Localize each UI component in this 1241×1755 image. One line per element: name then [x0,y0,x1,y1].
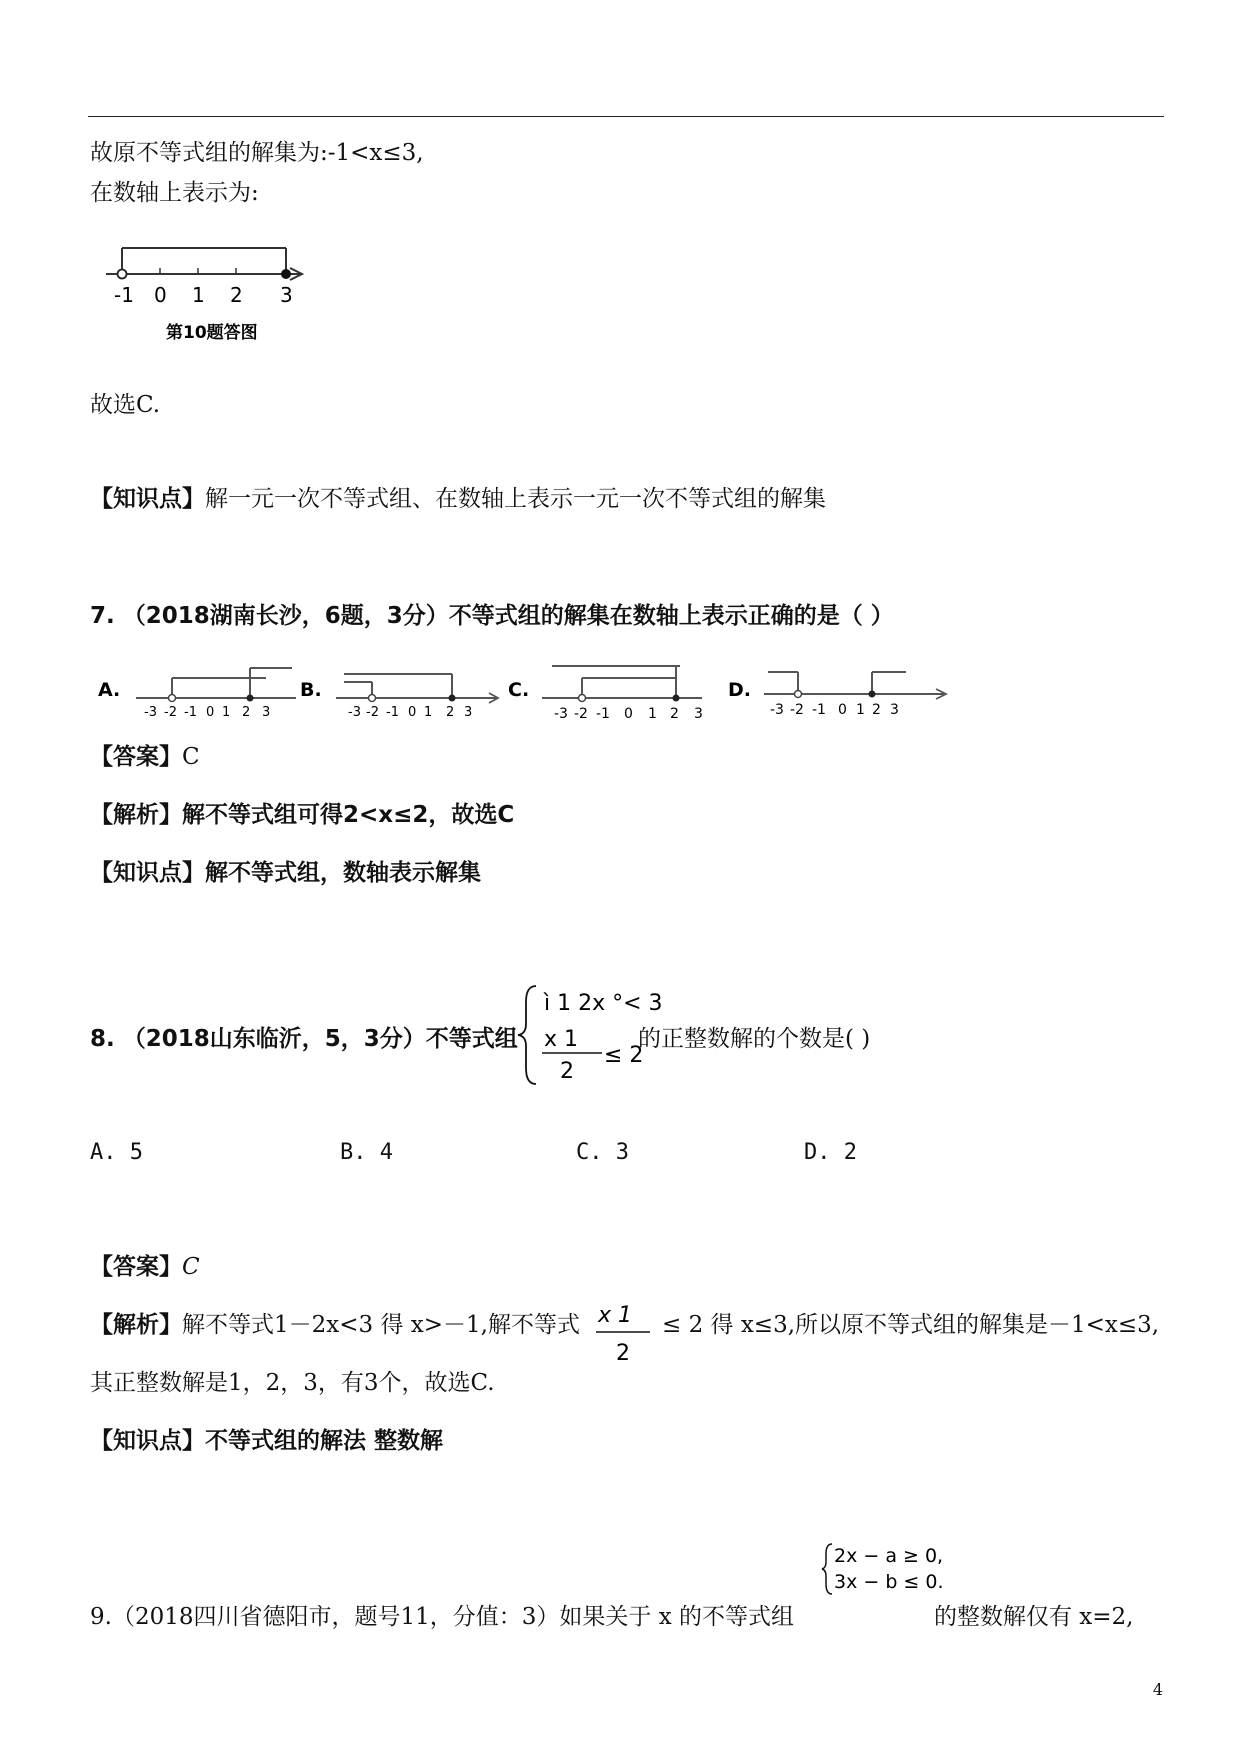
solution-set-line: 故原不等式组的解集为:-1<x≤3, [90,140,424,166]
answer-value: C [182,1254,200,1280]
svg-text:-2: -2 [574,706,588,722]
svg-text:-1: -1 [386,705,399,720]
knowledge-point-line [90,486,826,514]
tick-label: 0 [154,283,167,307]
svg-text:-2: -2 [790,702,804,718]
svg-text:2: 2 [670,706,679,722]
q8-analysis-fraction [594,1296,654,1370]
q7-analysis-line [90,802,514,830]
knowledge-label: 【知识点】 [90,1428,205,1454]
svg-text:0: 0 [838,702,847,718]
svg-text:-2: -2 [366,705,379,720]
svg-text:0: 0 [624,706,633,722]
q9-stem-prefix: 9.（2018四川省德阳市，题号11，分值：3）如果关于 x 的不等式组 [90,1604,794,1630]
q8-option-a: A. 5 [90,1140,143,1165]
svg-text:0: 0 [206,705,215,720]
q8-analysis-line [90,1312,580,1340]
q7-option-a [98,668,296,720]
answer-value: C [182,744,200,770]
svg-text:x 1: x 1 [598,1303,633,1328]
knowledge-text: 解一元一次不等式组、在数轴上表示一元一次不等式组的解集 [205,486,826,512]
q7-options-figure [96,660,956,720]
system-numerator: x 1 [544,1027,579,1052]
svg-text:3: 3 [694,706,703,722]
q7-answer-line [90,744,200,772]
svg-text:1: 1 [856,702,865,718]
knowledge-label: 【知识点】 [90,486,205,512]
q7-option-c [508,666,703,722]
q8-stem-suffix: 的正整数解的个数是( ) [638,1026,871,1052]
svg-text:-3: -3 [554,706,568,722]
analysis-part1: 解不等式1－2x<3 得 x>－1,解不等式 [182,1312,580,1338]
svg-text:-2: -2 [164,705,177,720]
q8-system-brace [520,980,663,1090]
q8-option-c: C. 3 [576,1140,629,1165]
q7-option-b [300,674,498,720]
svg-text:-1: -1 [184,705,197,720]
choose-line: 故选C. [90,392,161,418]
svg-text:2: 2 [616,1341,630,1366]
q8-analysis-line2: 其正整数解是1，2，3，有3个，故选C. [90,1370,495,1396]
tick-label: 3 [280,283,293,307]
tick-label: 2 [230,283,243,307]
option-label: A. [98,679,121,701]
svg-text:-1: -1 [812,702,826,718]
q8-answer-line [90,1254,200,1282]
svg-text:3: 3 [890,702,899,718]
q9-system-brace [822,1540,942,1600]
svg-text:1: 1 [648,706,657,722]
q8-analysis-part2: ≤ 2 得 x≤3,所以原不等式组的解集是－1<x≤3, [662,1312,1160,1338]
q7-knowledge-line [90,860,481,888]
tick-label: 1 [192,283,205,307]
option-label: C. [508,679,530,701]
svg-text:-3: -3 [770,702,784,718]
figure-numberline [100,240,320,350]
svg-text:-3: -3 [348,705,361,720]
q7-option-d [728,672,946,718]
q7-stem: 7. （2018湖南长沙，6题，3分）不等式组的解集在数轴上表示正确的是（ ） [90,603,894,629]
svg-text:3: 3 [262,705,271,720]
q9-stem-suffix: 的整数解仅有 x=2, [934,1604,1134,1630]
svg-text:3: 3 [464,705,473,720]
svg-text:0: 0 [408,705,417,720]
analysis-label: 【解析】 [90,802,182,828]
numberline-intro: 在数轴上表示为: [90,180,259,206]
answer-label: 【答案】 [90,1254,182,1280]
svg-text:-3: -3 [144,705,157,720]
svg-text:2: 2 [872,702,881,718]
svg-text:1: 1 [424,705,433,720]
option-label: D. [728,679,751,701]
q8-option-d: D. 2 [804,1140,857,1165]
system-line: ì 1 2x °< 3 [544,991,663,1016]
header-rule [88,116,1164,117]
svg-text:2: 2 [242,705,251,720]
knowledge-text: 解不等式组，数轴表示解集 [205,860,481,886]
page-number: 4 [1152,1680,1163,1699]
system-line: 2x − a ≥ 0, [834,1545,944,1567]
system-line: 3x − b ≤ 0. [834,1571,944,1593]
svg-text:2: 2 [446,705,455,720]
svg-text:-1: -1 [596,706,610,722]
q8-option-b: B. 4 [340,1140,393,1165]
tick-label: -1 [114,283,134,307]
system-denominator: 2 [560,1059,574,1084]
analysis-label: 【解析】 [90,1312,182,1338]
q8-knowledge-line [90,1428,443,1456]
answer-label: 【答案】 [90,744,182,770]
analysis-text: 解不等式组可得2<x≤2，故选C [182,802,515,828]
knowledge-label: 【知识点】 [90,860,205,886]
figure-caption: 第10题答图 [166,323,258,343]
q8-stem-prefix: 8. （2018山东临沂，5，3分）不等式组 [90,1026,518,1052]
option-label: B. [300,679,322,701]
system-le: ≤ 2 [604,1043,644,1068]
knowledge-text: 不等式组的解法 整数解 [205,1428,444,1454]
svg-text:1: 1 [222,705,231,720]
